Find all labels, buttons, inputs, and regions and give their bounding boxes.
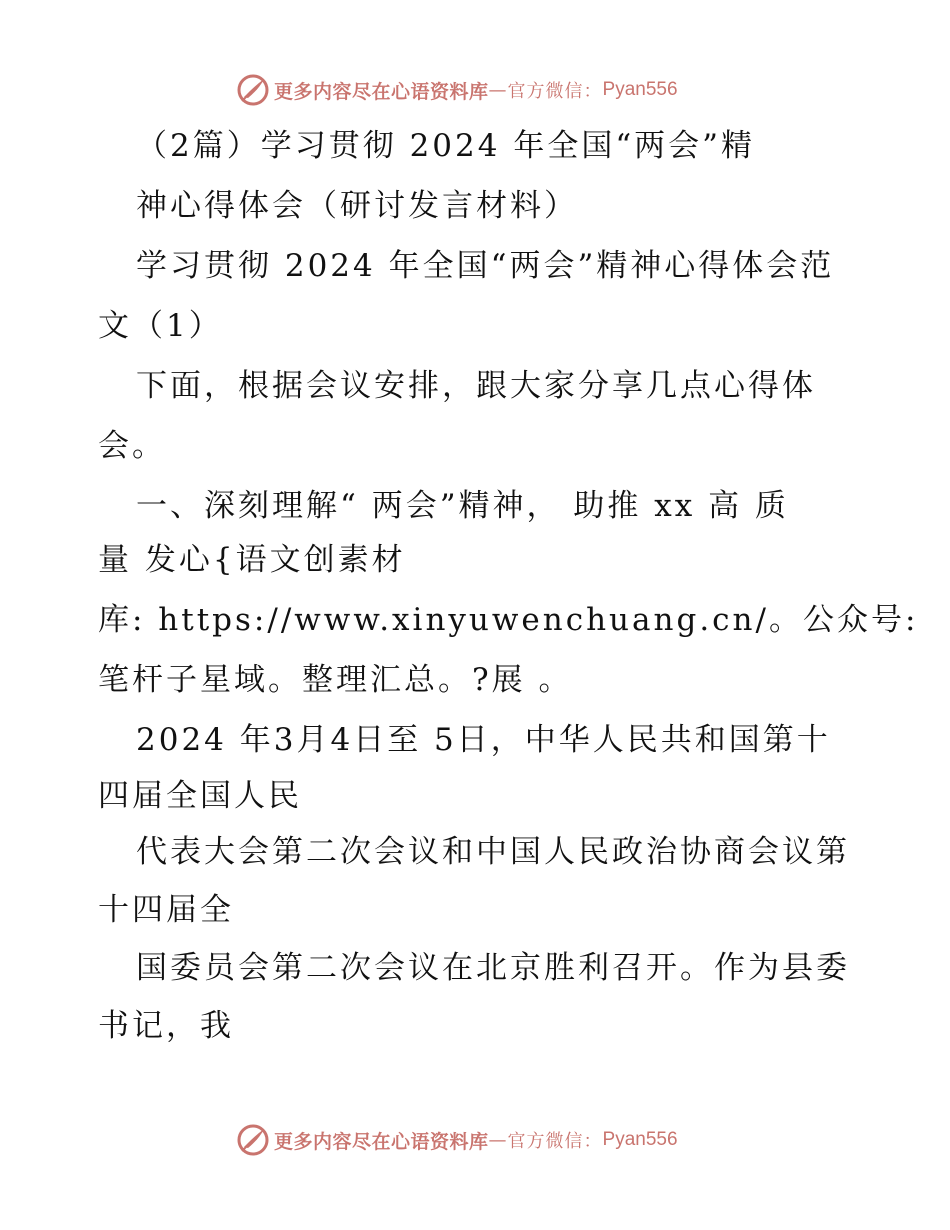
subtitle-line-1: 学习贯彻 2024 年全国“两会”精神心得体会范 xyxy=(136,248,835,284)
banner-dash: — xyxy=(488,1129,508,1151)
banner-dash: — xyxy=(488,79,508,101)
paragraph-line: 库: https://www.xinyuwenchuang.cn/。公众号: xyxy=(98,602,919,638)
section-heading-line: 量 发心{语文创素材 xyxy=(98,542,406,578)
paragraph-line: 代表大会第二次会议和中国人民政治协商会议第 xyxy=(136,834,850,870)
paragraph-line: 国委员会第二次会议在北京胜利召开。作为县委 xyxy=(136,950,850,986)
title-line-1: （2篇）学习贯彻 2024 年全国“两会”精 xyxy=(136,128,756,164)
paragraph-line: 四届全国人民 xyxy=(98,778,302,814)
banner-title: 更多内容尽在心语资料库 xyxy=(274,1130,489,1153)
paragraph-line: 2024 年3月4日至 5日，中华人民共和国第十 xyxy=(136,722,831,758)
quill-logo-icon xyxy=(236,73,270,107)
paragraph-line: 笔杆子星域。整理汇总。?展 。 xyxy=(98,662,573,698)
paragraph-line: 下面，根据会议安排，跟大家分享几点心得体 xyxy=(136,368,816,404)
banner-wechat-id: Pyan556 xyxy=(602,1129,678,1150)
header-banner xyxy=(236,72,678,108)
banner-wechat-label: 官方微信： xyxy=(507,81,603,102)
footer-banner xyxy=(236,1122,678,1158)
paragraph-line: 会。 xyxy=(98,428,166,464)
banner-title: 更多内容尽在心语资料库 xyxy=(274,80,489,103)
paragraph-line: 十四届全 xyxy=(98,892,234,928)
section-heading-line: 一、深刻理解“ 两会”精神， 助推 xx 高 质 xyxy=(136,488,789,524)
banner-wechat-id: Pyan556 xyxy=(602,79,678,100)
banner-wechat-label: 官方微信： xyxy=(507,1131,603,1152)
quill-logo-icon xyxy=(236,1123,270,1157)
subtitle-line-2: 文（1） xyxy=(98,308,223,344)
title-line-2: 神心得体会（研讨发言材料） xyxy=(136,188,578,224)
paragraph-line: 书记，我 xyxy=(98,1008,234,1044)
